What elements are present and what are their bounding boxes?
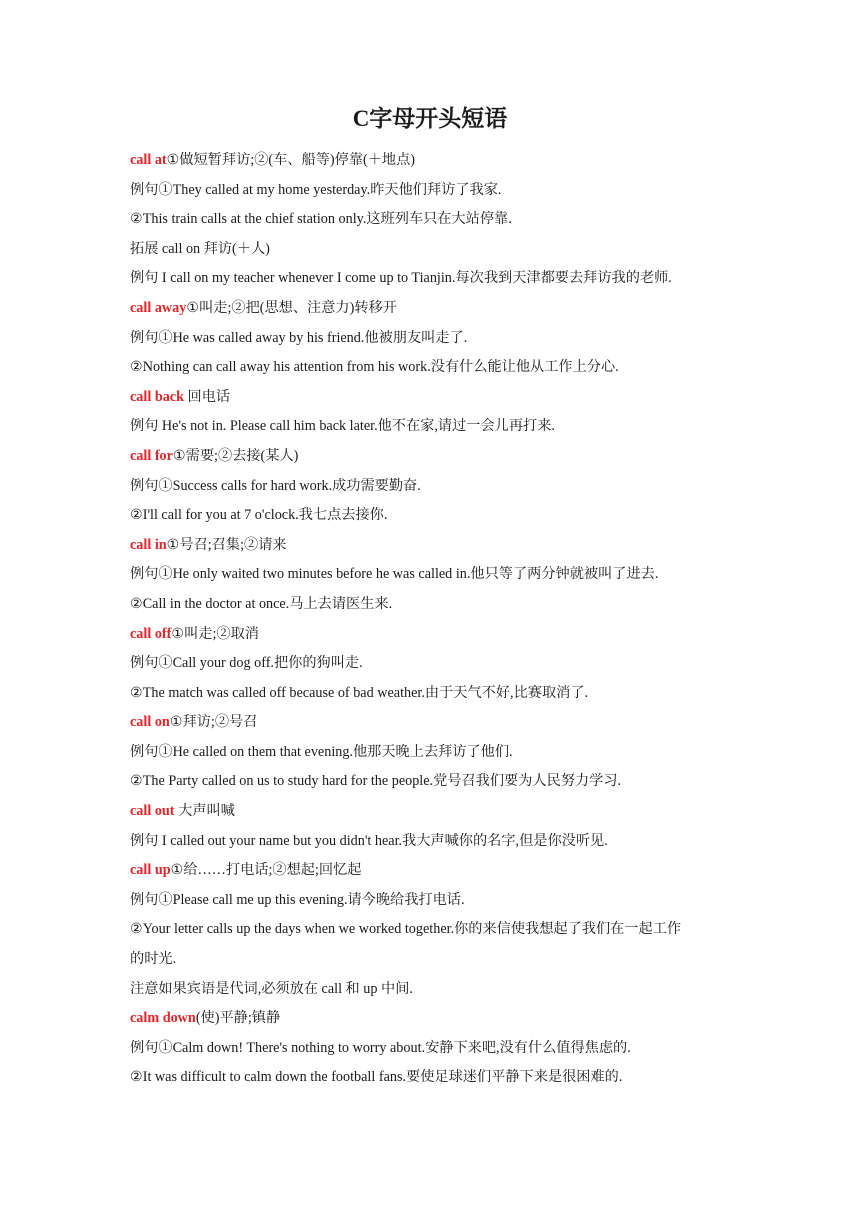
phrase-entry xyxy=(130,620,740,650)
text-line xyxy=(130,264,740,294)
line-text: 例句①He was called away by his friend.他被朋友叫走了. xyxy=(130,329,468,346)
line-text: 例句①Call your dog off.把你的狗叫走. xyxy=(130,655,363,672)
phrase-term: call off xyxy=(130,625,172,642)
text-line xyxy=(130,1063,740,1093)
phrase-definition: ①做短暂拜访;②(车、船等)停靠(＋地点) xyxy=(166,152,416,168)
text-line xyxy=(130,679,740,709)
text-line xyxy=(130,501,740,531)
line-text: 例句①Success calls for hard work.成功需要勤奋. xyxy=(130,477,421,494)
text-line xyxy=(130,324,740,354)
text-line xyxy=(130,590,740,620)
text-line xyxy=(130,353,740,383)
line-text: 例句①They called at my home yesterday.昨天他们拜访了我家. xyxy=(130,181,502,198)
line-text: 例句 I called out your name but you didn't hear.我大声喊你的名字,但是你没听见. xyxy=(130,832,608,849)
phrase-term: call out xyxy=(130,803,175,820)
phrase-entry xyxy=(130,856,740,886)
line-text: ②It was difficult to calm down the football fans.要使足球迷们平静下来是很困难的. xyxy=(130,1069,623,1086)
line-text: 的时光. xyxy=(130,951,177,968)
phrase-definition: ①需要;②去接(某人) xyxy=(172,447,299,464)
phrase-definition: 大声叫喊 xyxy=(174,803,235,820)
line-text: ②The match was called off because of bad weather.由于天气不好,比赛取消了. xyxy=(130,684,589,701)
phrase-term: call in xyxy=(130,536,167,553)
text-line xyxy=(130,412,740,442)
line-text: ②The Party called on us to study hard for the people.党号召我们要为人民努力学习. xyxy=(130,773,622,790)
line-text: 例句①He called on them that evening.他那天晚上去拜访了他们. xyxy=(130,743,513,760)
text-line xyxy=(130,945,740,975)
line-text: ②Call in the doctor at once.马上去请医生来. xyxy=(130,595,393,612)
phrase-definition: ①拜访;②号召 xyxy=(169,714,258,731)
text-line xyxy=(130,1034,740,1064)
text-line xyxy=(130,205,740,235)
text-line xyxy=(130,176,740,206)
text-line xyxy=(130,649,740,679)
phrase-entry xyxy=(130,146,740,176)
line-text: 例句①He only waited two minutes before he was called in.他只等了两分钟就被叫了进去. xyxy=(130,566,659,583)
line-text: ②Your letter calls up the days when we worked together.你的来信使我想起了我们在一起工作 xyxy=(130,921,682,938)
line-text: ②This train calls at the chief station only.这班列车只在大站停靠. xyxy=(130,211,512,228)
phrase-entry xyxy=(130,797,740,827)
text-line xyxy=(130,915,740,945)
phrase-list xyxy=(130,146,740,1093)
phrase-definition: ①号召;召集;②请来 xyxy=(166,536,287,553)
phrase-definition: ①给……打电话;②想起;回忆起 xyxy=(170,862,362,879)
text-line xyxy=(130,235,740,265)
phrase-term: call back xyxy=(130,388,184,405)
text-line xyxy=(130,827,740,857)
phrase-entry xyxy=(130,294,740,324)
phrase-definition: ①叫走;②取消 xyxy=(171,625,259,642)
line-text: 例句①Please call me up this evening.请今晚给我打电话. xyxy=(130,891,465,908)
phrase-term: call up xyxy=(130,862,171,879)
phrase-definition: (使)平静;镇静 xyxy=(195,1010,281,1027)
phrase-term: call for xyxy=(130,447,173,464)
text-line xyxy=(130,472,740,502)
phrase-term: calm down xyxy=(130,1010,196,1027)
phrase-term: call on xyxy=(130,714,170,731)
text-line xyxy=(130,767,740,797)
phrase-entry xyxy=(130,1004,740,1034)
text-line xyxy=(130,560,740,590)
line-text: 例句 I call on my teacher whenever I come up to Tianjin.每次我到天津都要去拜访我的老师. xyxy=(130,270,672,287)
text-line xyxy=(130,738,740,768)
text-line xyxy=(130,975,740,1005)
phrase-term: call at xyxy=(130,152,167,168)
page-title: C字母开头短语 xyxy=(352,106,508,131)
phrase-entry xyxy=(130,531,740,561)
line-text: 拓展 call on 拜访(＋人) xyxy=(130,240,270,257)
phrase-entry xyxy=(130,383,740,413)
phrase-entry xyxy=(130,442,740,472)
line-text: ②Nothing can call away his attention from his work.没有什么能让他从工作上分心. xyxy=(130,359,619,376)
phrase-definition: ①叫走;②把(思想、注意力)转移开 xyxy=(186,299,397,316)
line-text: 注意如果宾语是代词,必须放在 call 和 up 中间. xyxy=(130,980,413,997)
phrase-entry xyxy=(130,708,740,738)
phrase-definition: 回电话 xyxy=(184,388,231,405)
text-line xyxy=(130,886,740,916)
line-text: ②I'll call for you at 7 o'clock.我七点去接你. xyxy=(130,507,388,524)
line-text: 例句①Calm down! There's nothing to worry about.安静下来吧,没有什么值得焦虑的. xyxy=(130,1039,631,1056)
line-text: 例句 He's not in. Please call him back later.他不在家,请过一会儿再打来. xyxy=(130,418,555,435)
phrase-term: call away xyxy=(130,299,187,316)
